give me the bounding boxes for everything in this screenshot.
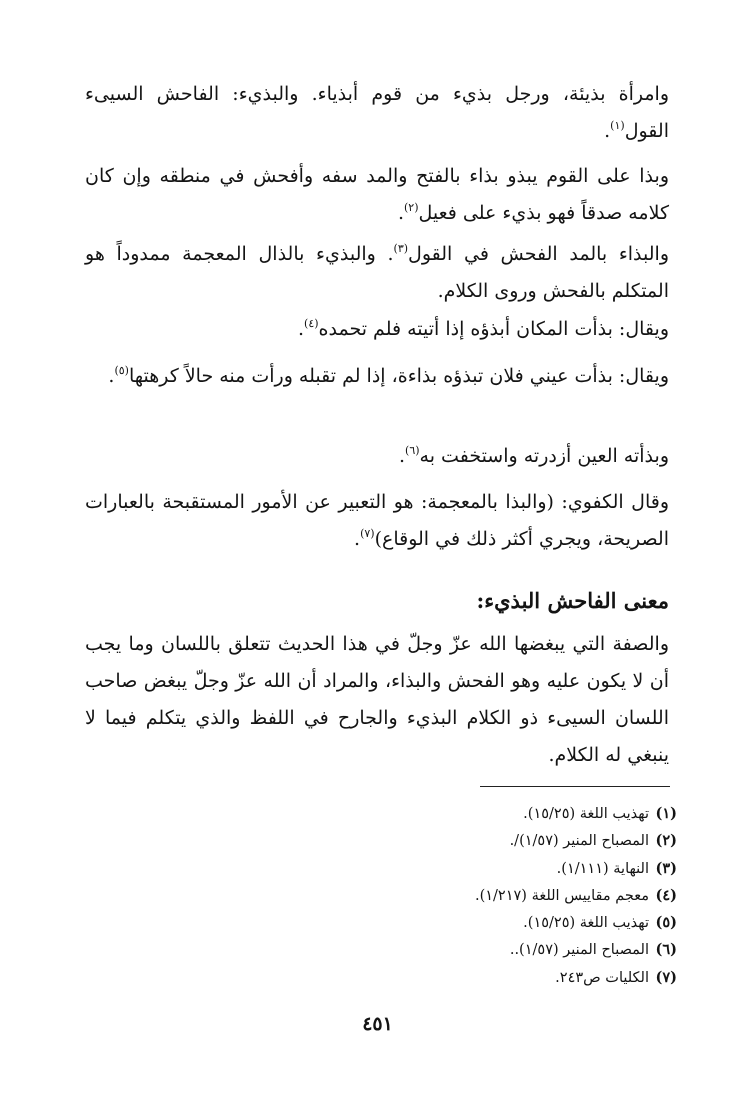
footnote-text: تهذيب اللغة (١٥/٢٥). — [523, 915, 649, 932]
footnote-number: (٥) — [655, 914, 677, 932]
paragraph-albadha-bilmadd: والبذاء بالمد الفحش في القول$^{(٣)}$. والبذيء بالذال المعجمة ممدوداً هو المتكلم بالفحش وروى الكلام. — [85, 242, 669, 302]
footnote-ref: (١) — [610, 119, 625, 132]
footnote-text: الكليات ص٢٤٣. — [555, 969, 649, 986]
footnote-item — [117, 964, 677, 991]
footnote-ref: (٧) — [360, 527, 375, 540]
paragraph-badhat-almakan: ويقال: بذأت المكان أبذؤه إذا أتيته فلم تحمده$^{(٤)}$. — [297, 317, 669, 340]
footnote-ref: (٢) — [404, 201, 419, 214]
footnote-number: (١) — [655, 805, 677, 822]
paragraph-badhathu-alayn: وبذأته العين أزدرته واستخفت به$^{(٦)}$. — [398, 444, 669, 467]
footnote-item — [117, 909, 677, 936]
paragraph-badha-ala-alqawm: وبذا على القوم يبذو بذاء بالفتح والمد سفه وأفحش في منطقه وإن كان كلامه صدقاً فهو بذيء على فعيل$^{(٢)}$. — [85, 165, 669, 224]
footnote-ref: (٦) — [405, 444, 420, 457]
footnote-item — [117, 936, 677, 963]
section-heading: معنى الفاحش البذيء: — [476, 588, 669, 613]
paragraph-kafawi-quote: وقال الكفوي: (والبذا بالمعجمة: هو التعبير عن الأمور المستقبحة بالعبارات الصريحة، ويجري أكثر ذلك في الوقاع)$^{(٧)}$. — [85, 491, 669, 550]
footnote-text: تهذيب اللغة (١٥/٢٥). — [523, 806, 649, 822]
footnote-text: المصباح المنير (١/٥٧).. — [509, 942, 649, 959]
footnote-number: (٣) — [655, 859, 677, 877]
footnote-item — [117, 855, 677, 882]
footnote-text: المصباح المنير (١/٥٧)/. — [509, 833, 649, 850]
footnote-divider — [480, 786, 670, 787]
footnote-number: (٤) — [655, 886, 677, 904]
footnote-ref: (٤) — [304, 317, 319, 330]
footnote-ref: (٥) — [114, 364, 129, 377]
footnote-item — [117, 882, 677, 909]
footnote-number: (٢) — [655, 832, 677, 850]
paragraph-badhiy-definition: وامرأة بذيئة، ورجل بذيء من قوم أبذياء. والبذيء: الفاحش السيىء القول$^{(١)}$. — [85, 83, 669, 142]
paragraph-badhat-ayni: ويقال: بذأت عيني فلان تبذؤه بذاءة، إذا لم تقبله ورأت منه حالاً كرهتها$^{(٥)}$. — [108, 364, 669, 387]
footnote-item — [117, 800, 677, 827]
footnote-number: (٦) — [655, 941, 677, 959]
footnote-item — [117, 827, 677, 854]
footnotes-list — [117, 800, 677, 991]
footnote-number: (٧) — [655, 968, 677, 986]
footnote-text: معجم مقاييس اللغة (١/٢١٧). — [474, 887, 649, 904]
page-number: ٤٥١ — [362, 1013, 393, 1035]
paragraph-section-body: والصفة التي يبغضها الله عزّ وجلّ في هذا الحديث تتعلق باللسان وما يجب أن لا يكون عليه وهو الفحش والبذاء، والمراد أن الله عزّ وجلّ يبغض صاحب اللسان السيىء ذو الكلام البذيء والجارح في اللفظ والذي يتكلم فيما لا ينبغي له الكلام. — [85, 633, 669, 766]
footnote-ref: (٣) — [393, 242, 409, 255]
footnote-text: النهاية (١/١١١). — [556, 860, 649, 877]
